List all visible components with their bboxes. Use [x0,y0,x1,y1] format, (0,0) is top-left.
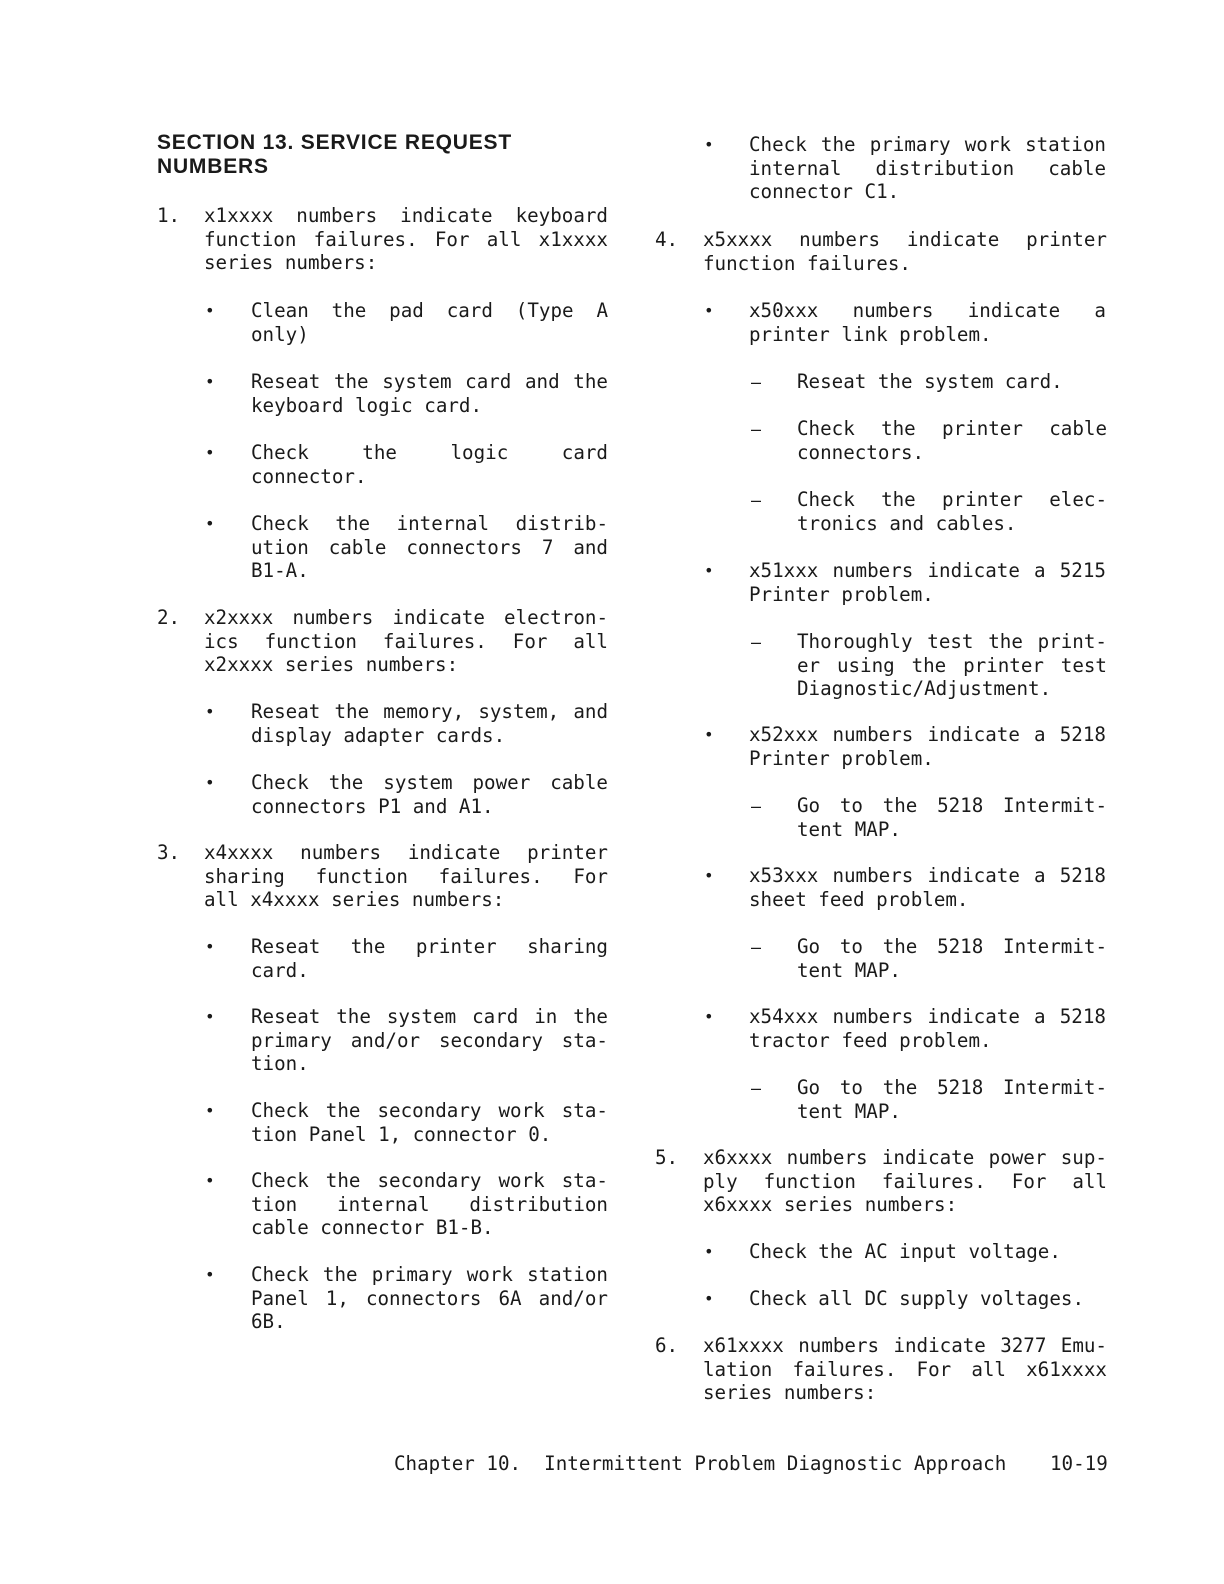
bullet-icon: • [205,443,215,462]
section-heading-line2: NUMBERS [157,155,269,178]
bullet-line: ution cable connectors 7 and [251,535,608,559]
bullet-line: Reseat the system card in the [251,1005,608,1028]
bullet-line: printer link problem. [749,322,992,346]
bullet-line: Check the secondary work sta- [251,1169,608,1192]
bullet-icon: • [704,1007,714,1026]
dash-item-line: Thoroughly test the print- [797,630,1107,653]
footer-chapter: Chapter 10. Intermittent Problem Diagnostic Approach [394,1452,1007,1475]
dash-item-line: Reseat the system card. [797,370,1063,393]
bullet-line: x51xxx numbers indicate a 5215 [749,559,1106,582]
item-5-line: x6xxxx numbers indicate power sup- [703,1146,1107,1169]
bullet-line: keyboard logic card. [251,393,483,417]
bullet-line: Check the secondary work sta- [251,1099,608,1122]
item-2-line: ics function failures. For all [204,629,608,653]
bullet-line: x52xxx numbers indicate a 5218 [749,723,1106,746]
dash-icon: – [751,419,762,439]
bullet-line: display adapter cards. [251,723,506,747]
item-3-line: x4xxxx numbers indicate printer [204,841,608,864]
dash-item-line: Check the printer elec- [797,488,1107,511]
bullet-line: Check the logic card [251,441,608,464]
dash-item-line: Go to the 5218 Intermit- [797,935,1107,958]
bullet-line: connectors P1 and A1. [251,794,494,818]
bullet-line: Clean the pad card (Type A [251,299,608,322]
bullet-line: Reseat the system card and the [251,370,608,393]
bullet-line: Check the primary work station [749,133,1106,156]
item-3-line: all x4xxxx series numbers: [204,888,505,911]
bullet-line: Check the internal distrib- [251,512,608,535]
bullet-line: cable connector B1-B. [251,1216,494,1239]
bullet-icon: • [205,514,215,533]
item-2-line: x2xxxx series numbers: [204,653,459,676]
bullet-line: B1-A. [251,559,309,582]
bullet-line: Check all DC supply voltages. [749,1287,1085,1310]
item-4-line: function failures. [703,251,911,275]
dash-item-line: Check the printer cable [797,417,1107,440]
dash-icon: – [751,490,762,510]
item-number: 6. [655,1334,679,1357]
bullet-icon: • [704,301,714,320]
bullet-line: internal distribution cable [749,156,1106,180]
bullet-line: tion Panel 1, connector 0. [251,1122,552,1146]
bullet-line: connector C1. [749,180,900,203]
dash-icon: – [751,632,762,652]
bullet-icon: • [205,773,215,792]
dash-item-line: tronics and cables. [797,511,1017,535]
bullet-icon: • [205,301,215,320]
dash-item-line: er using the printer test [797,653,1107,677]
section-heading [157,131,512,179]
bullet-icon: • [704,135,714,154]
bullet-icon: • [704,725,714,744]
dash-item-line: tent MAP. [797,958,901,982]
bullet-icon: • [205,372,215,391]
section-heading-line1: SECTION 13. SERVICE REQUEST [157,131,512,154]
dash-item-line: Go to the 5218 Intermit- [797,794,1107,817]
item-number: 2. [157,606,181,629]
item-2-line: x2xxxx numbers indicate electron- [204,606,608,629]
dash-icon: – [751,1078,762,1098]
item-number: 5. [655,1146,679,1169]
dash-item-line: tent MAP. [797,817,901,841]
bullet-icon: • [205,1171,215,1190]
item-1-line: function failures. For all x1xxxx [204,227,608,251]
bullet-icon: • [205,937,215,956]
bullet-line: tion internal distribution [251,1192,608,1216]
bullet-line: sheet feed problem. [749,887,969,911]
dash-item-line: Go to the 5218 Intermit- [797,1076,1107,1099]
item-6-line: series numbers: [703,1381,877,1404]
bullet-line: tractor feed problem. [749,1028,992,1052]
dash-icon: – [751,796,762,816]
bullet-line: connector. [251,464,367,488]
item-3-line: sharing function failures. For [204,864,608,888]
bullet-line: Panel 1, connectors 6A and/or [251,1286,608,1310]
item-6-line: x61xxxx numbers indicate 3277 Emu- [703,1334,1107,1357]
item-5-line: x6xxxx series numbers: [703,1193,958,1216]
bullet-line: Printer problem. [749,746,934,770]
item-5-line: ply function failures. For all [703,1169,1107,1193]
bullet-icon: • [205,1265,215,1284]
bullet-line: Printer problem. [749,582,934,606]
item-4-line: x5xxxx numbers indicate printer [703,228,1107,251]
item-1-line: series numbers: [204,251,378,274]
item-number: 1. [157,204,181,227]
item-number: 3. [157,841,181,864]
bullet-icon: • [704,1242,714,1261]
bullet-icon: • [205,1007,215,1026]
bullet-icon: • [205,702,215,721]
bullet-line: Reseat the printer sharing [251,935,608,958]
bullet-icon: • [704,561,714,580]
bullet-line: x53xxx numbers indicate a 5218 [749,864,1106,887]
bullet-line: Check the system power cable [251,771,608,794]
dash-icon: – [751,372,762,392]
bullet-line: Reseat the memory, system, and [251,700,608,723]
bullet-icon: • [704,1289,714,1308]
bullet-line: primary and/or secondary sta- [251,1028,608,1052]
bullet-line: x54xxx numbers indicate a 5218 [749,1005,1106,1028]
footer-page-number: 10-19 [1050,1452,1108,1475]
bullet-line: only) [251,322,309,346]
bullet-line: Check the AC input voltage. [749,1240,1061,1263]
bullet-line: Check the primary work station [251,1263,608,1286]
bullet-line: tion. [251,1052,309,1075]
bullet-icon: • [205,1101,215,1120]
item-6-line: lation failures. For all x61xxxx [703,1357,1107,1381]
bullet-line: x50xxx numbers indicate a [749,299,1106,322]
dash-item-line: tent MAP. [797,1099,901,1123]
item-1-line: x1xxxx numbers indicate keyboard [204,204,608,227]
bullet-line: card. [251,958,309,982]
dash-icon: – [751,937,762,957]
dash-item-line: Diagnostic/Adjustment. [797,677,1052,700]
bullet-icon: • [704,866,714,885]
dash-item-line: connectors. [797,440,925,464]
item-number: 4. [655,228,679,251]
bullet-line: 6B. [251,1310,286,1333]
